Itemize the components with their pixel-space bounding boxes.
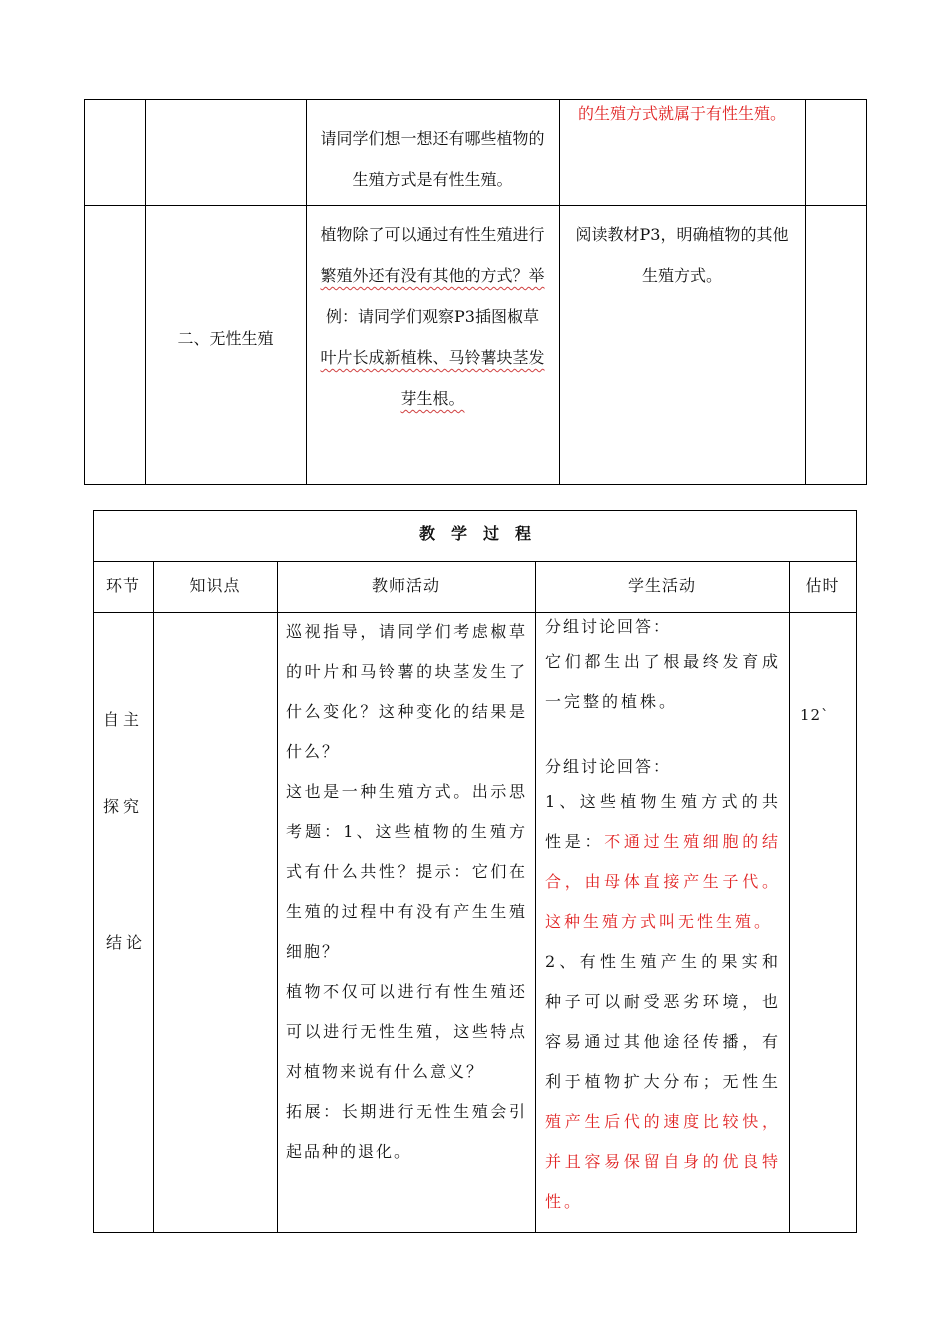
teacher-paragraph: 巡视指导，请同学们考虑椒草的叶片和马铃薯的块茎发生了什么变化？这种变化的结果是什么？ [286, 622, 527, 761]
student-point-text: 1、这些植物生殖方式的共性是： [545, 792, 781, 851]
student-point [545, 942, 781, 1222]
header-stage: 环节 [105, 576, 140, 595]
student-answer-text: 的生殖方式就属于有性生殖。 [577, 104, 786, 123]
section-label [145, 326, 306, 352]
student-point [545, 782, 781, 942]
student-activity-cell [559, 214, 805, 296]
teacher-activity-cell [306, 214, 559, 419]
stage-word: 探究 [103, 797, 144, 816]
teacher-line: 植物除了可以通过有性生殖进行 [320, 225, 545, 244]
header-knowledge: 知识点 [189, 576, 241, 595]
header-teacher-activity: 教师活动 [371, 576, 440, 595]
teacher-paragraph: 这也是一种生殖方式。出示思考题：1、这些植物的生殖方式有什么共性？提示：它们在生殖的过程中有没有产生生殖细胞？ [286, 782, 527, 961]
header-time: 估时 [805, 576, 840, 595]
student-activity-text [545, 612, 781, 1222]
teacher-activity-cell [306, 118, 559, 200]
student-label: 分组讨论回答： [545, 757, 672, 776]
header-student-activity: 学生活动 [627, 576, 696, 595]
table-title: 教 学 过 程 [418, 524, 531, 543]
teacher-line: 生殖方式是有性生殖。 [352, 170, 513, 189]
teacher-activity-text [286, 612, 527, 1172]
teacher-line: 繁殖外还有没有其他的方式？举 [320, 266, 545, 285]
teacher-paragraph: 植物不仅可以进行有性生殖还可以进行无性生殖，这些特点对植物来说有什么意义？ [286, 982, 527, 1081]
student-line: 阅读教材P3，明确植物的其他 [575, 225, 789, 244]
teacher-line: 例：请同学们观察P3插图椒草 [326, 307, 539, 326]
teacher-paragraph: 拓展：长期进行无性生殖会引起品种的退化。 [286, 1102, 527, 1161]
student-answer: 它们都生出了根最终发育成一完整的植株。 [545, 652, 781, 711]
student-label: 分组讨论回答： [545, 617, 672, 636]
student-activity-cell [559, 101, 805, 127]
teacher-line: 叶片长成新植株、马铃薯块茎发 [320, 348, 545, 367]
time-value: 12` [800, 706, 830, 724]
stage-word: 结论 [106, 933, 147, 952]
stage-word: 自主 [103, 710, 144, 729]
student-line: 生殖方式。 [641, 266, 722, 285]
student-point-text: 2、有性生殖产生的果实和种子可以耐受恶劣环境，也容易通过其他途径传播，有利于植物扩大分布；无性生 [545, 952, 781, 1091]
student-point-highlight: 殖产生后代的速度比较快，并且容易保留自身的优良特性。 [545, 1112, 781, 1211]
student-point-highlight: 不通过生殖细胞的结合，由母体直接产生子代。这种生殖方式叫无性生殖。 [545, 832, 781, 931]
section-title: 二、无性生殖 [177, 329, 274, 348]
teacher-line: 请同学们想一想还有哪些植物的 [320, 129, 545, 148]
teacher-line: 芽生根。 [400, 389, 465, 408]
